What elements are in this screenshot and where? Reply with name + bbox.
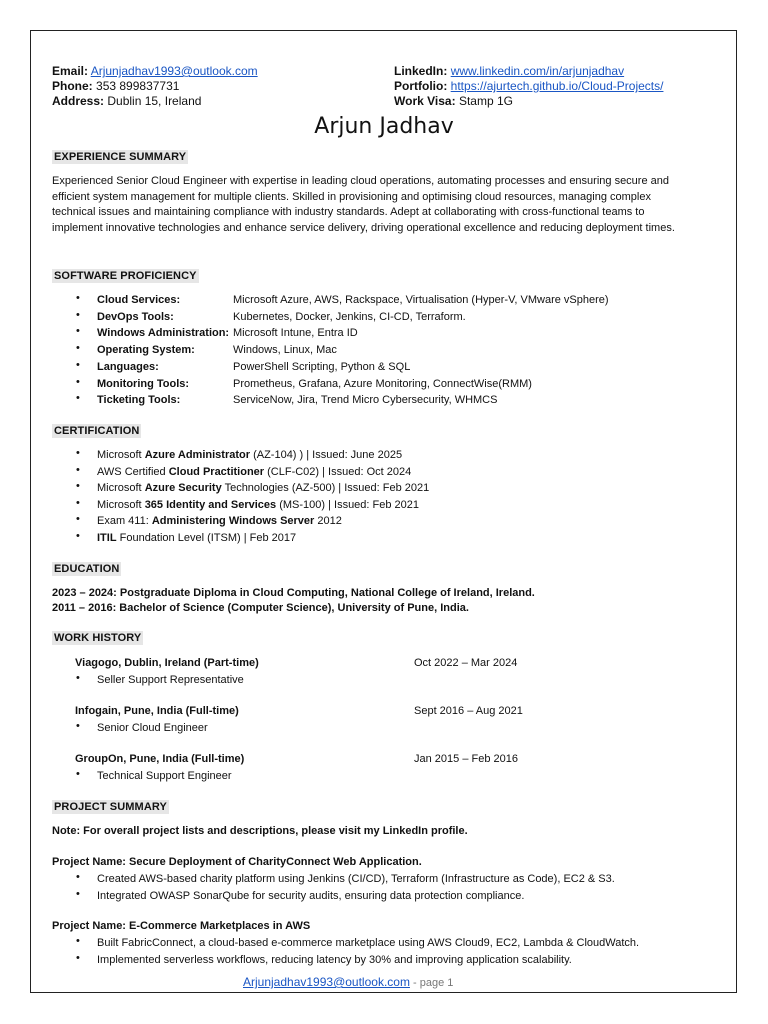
job-role: Technical Support Engineer: [97, 770, 232, 782]
contact-right: [394, 64, 663, 109]
bullet-dot-icon: •: [76, 672, 80, 684]
skill-label: Cloud Services:: [97, 294, 181, 306]
bullet-dot-icon: •: [76, 513, 80, 526]
job-company: Viagogo, Dublin, Ireland (Part-time): [75, 657, 259, 669]
skill-value: ServiceNow, Jira, Trend Micro Cybersecurity, WHMCS: [233, 394, 498, 407]
cert-name: ITIL: [97, 532, 117, 544]
portfolio-link[interactable]: https://ajurtech.github.io/Cloud-Projects/: [450, 79, 664, 93]
skill-value: Windows, Linux, Mac: [233, 344, 337, 357]
job-dates: Sept 2016 – Aug 2021: [414, 705, 523, 717]
projects-heading: PROJECT SUMMARY: [54, 801, 167, 813]
skill-label: Ticketing Tools:: [97, 394, 181, 407]
cert-suffix: (CLF-C02) | Issued: Oct 2024: [264, 465, 412, 478]
cert-suffix: (AZ-104) ) | Issued: June 2025: [250, 449, 403, 461]
skill-value: PowerShell Scripting, Python & SQL: [233, 360, 411, 373]
cert-suffix: Technologies (AZ-500) | Issued: Feb 2021: [221, 482, 430, 495]
bullet-dot-icon: •: [76, 496, 80, 509]
certification-item: [97, 513, 342, 529]
visa-value: Stamp 1G: [458, 94, 513, 108]
bullet-dot-icon: •: [76, 308, 80, 321]
skills-heading: SOFTWARE PROFICIENCY: [54, 270, 197, 282]
cert-name: Azure Security: [144, 482, 222, 495]
email-label: Email:: [52, 64, 89, 78]
skill-value: Microsoft Intune, Entra ID: [233, 327, 358, 340]
projects-note: Note: For overall project lists and descriptions, please visit my LinkedIn profile.: [52, 825, 468, 837]
bullet-dot-icon: •: [76, 463, 80, 476]
cert-prefix: Microsoft: [97, 449, 145, 461]
cert-name: Azure Administrator: [144, 449, 251, 461]
project-bullet: Built FabricConnect, a cloud-based e-commerce marketplace using AWS Cloud9, EC2, Lambda & CloudWatch.: [97, 937, 640, 949]
certification-item: [97, 530, 296, 546]
email-link[interactable]: Arjunjadhav1993@outlook.com: [90, 64, 258, 78]
bullet-dot-icon: •: [76, 530, 80, 542]
skill-label: DevOps Tools:: [97, 310, 174, 323]
cert-name: Cloud Practitioner: [168, 465, 265, 478]
certification-item: [97, 497, 419, 513]
portfolio-label: Portfolio:: [394, 79, 448, 93]
cert-suffix: Foundation Level (ITSM) | Feb 2017: [116, 532, 297, 544]
education-heading: EDUCATION: [54, 563, 120, 575]
candidate-name: Arjun Jadhav: [314, 114, 454, 139]
work-heading: WORK HISTORY: [54, 632, 142, 644]
cert-prefix: Microsoft: [97, 498, 145, 511]
summary-heading: EXPERIENCE SUMMARY: [54, 151, 187, 163]
certification-item: [97, 464, 411, 480]
bullet-dot-icon: •: [76, 480, 80, 493]
certification-item: [97, 447, 402, 463]
project-title: Project Name: Secure Deployment of CharityConnect Web Application.: [52, 856, 422, 868]
address-label: Address:: [52, 94, 105, 108]
bullet-dot-icon: •: [76, 325, 80, 338]
project-title: Project Name: E-Commerce Marketplaces in AWS: [52, 920, 311, 932]
certification-item: [97, 480, 429, 496]
certification-heading: CERTIFICATION: [54, 425, 140, 437]
cert-name: Administering Windows Server: [151, 515, 315, 528]
bullet-dot-icon: •: [76, 392, 80, 405]
skill-label: Windows Administration:: [97, 327, 230, 340]
phone-label: Phone:: [52, 79, 93, 93]
bullet-dot-icon: •: [76, 871, 80, 883]
skill-label: Operating System:: [97, 344, 195, 357]
bullet-dot-icon: •: [76, 935, 80, 947]
visa-label: Work Visa:: [394, 94, 456, 108]
project-bullet: Created AWS-based charity platform using Jenkins (CI/CD), Terraform (Infrastructure as Code), EC2 & S3.: [97, 873, 615, 885]
education-item: 2011 – 2016: Bachelor of Science (Computer Science), University of Pune, India.: [52, 602, 469, 614]
job-dates: Jan 2015 – Feb 2016: [414, 753, 518, 765]
cert-name: 365 Identity and Services: [144, 498, 277, 511]
cert-suffix: 2012: [314, 515, 342, 528]
bullet-dot-icon: •: [76, 720, 80, 732]
address-value: Dublin 15, Ireland: [107, 94, 202, 108]
bullet-dot-icon: •: [76, 292, 80, 304]
bullet-dot-icon: •: [76, 888, 80, 900]
skill-label: Monitoring Tools:: [97, 377, 190, 390]
phone-value: 353 899837731: [96, 79, 180, 93]
project-bullet: Integrated OWASP SonarQube for security audits, ensuring data protection compliance.: [97, 890, 525, 902]
skill-value: Microsoft Azure, AWS, Rackspace, Virtualisation (Hyper-V, VMware vSphere): [233, 294, 609, 306]
summary-text: Experienced Senior Cloud Engineer with expertise in leading cloud operations, automating processes and ensuring secure and efficient system management for multiple clients. Skilled in provisioning and optimising cloud resources, managing complex technical issues and maintaining compliance with industry standards. Adept at collaborating with cross-functional teams to implement innovative technologies and enhance service delivery, driving operational excellence and reducing deployment times.: [52, 175, 675, 234]
skill-label: Languages:: [97, 360, 159, 373]
project-bullet: Implemented serverless workflows, reducing latency by 30% and improving application scalability.: [97, 954, 572, 966]
skill-value: Prometheus, Grafana, Azure Monitoring, ConnectWise(RMM): [233, 377, 532, 390]
linkedin-label: LinkedIn:: [394, 64, 448, 78]
job-role: Seller Support Representative: [97, 674, 244, 686]
bullet-dot-icon: •: [76, 375, 80, 388]
bullet-dot-icon: •: [76, 768, 80, 780]
job-role: Senior Cloud Engineer: [97, 722, 208, 734]
job-company: Infogain, Pune, India (Full-time): [75, 705, 239, 717]
cert-suffix: (MS-100) | Issued: Feb 2021: [276, 498, 420, 511]
cert-prefix: AWS Certified: [97, 465, 169, 478]
education-item: 2023 – 2024: Postgraduate Diploma in Cloud Computing, National College of Ireland, Ireland.: [52, 587, 535, 599]
contact-left: [52, 64, 258, 109]
footer-email-link[interactable]: Arjunjadhav1993@outlook.com: [243, 975, 410, 989]
cert-prefix: Exam 411:: [97, 515, 152, 528]
cert-prefix: Microsoft: [97, 482, 145, 495]
linkedin-link[interactable]: www.linkedin.com/in/arjunjadhav: [450, 64, 625, 78]
bullet-dot-icon: •: [76, 952, 80, 964]
bullet-dot-icon: •: [76, 358, 80, 371]
job-company: GroupOn, Pune, India (Full-time): [75, 753, 245, 765]
footer: [243, 975, 453, 989]
page-number: - page 1: [409, 977, 454, 989]
bullet-dot-icon: •: [76, 447, 80, 459]
bullet-dot-icon: •: [76, 342, 80, 355]
job-dates: Oct 2022 – Mar 2024: [414, 657, 518, 669]
skill-value: Kubernetes, Docker, Jenkins, CI-CD, Terraform.: [233, 310, 466, 323]
